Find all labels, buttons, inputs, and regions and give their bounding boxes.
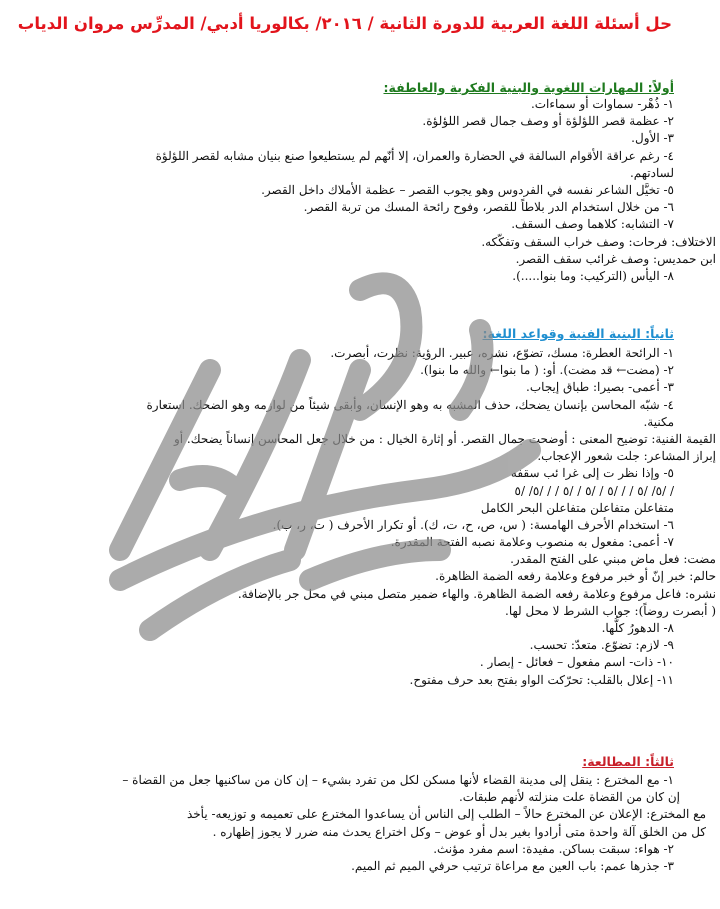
answer-line: الاختلاف: فرحات: وصف خراب السقف وتفكّكه. [481, 234, 716, 249]
answer-line: لسادتهم. [629, 165, 674, 180]
page-title: حل أسئلة اللغة العربية للدورة الثانية / ٢٠١٦/ بكالوريا أدبي/ المدرِّس مروان الدياب [17, 14, 672, 33]
answer-line: نشره: فاعل مرفوع وعلامة رفعه الضمة الظاهرة. والهاء ضمير متصل مبني في محل جر بالإضافة. [237, 586, 716, 601]
answer-line: إبراز المشاعر: جلت شعور الإعجاب. [537, 449, 716, 464]
answer-line: ( أبصرت روضاً): جواب الشرط لا محل لها. [505, 603, 716, 618]
answer-line: ٨- الدهورُ كلُّها. [601, 621, 674, 635]
answer-line: مع المخترع: الإعلان عن المخترع حالاً – الطلب إلى الناس أن يساعدوا المخترع على تعميمه و توزيعه- يأخذ [186, 807, 706, 822]
answer-line: ابن حمديس: وصف غرائب سقف القصر. [515, 251, 716, 266]
section-first-answers [14, 96, 716, 285]
answer-line: ٧- التشابه: كلاهما وصف السقف. [511, 217, 674, 232]
answer-line: ٤- شبّه المحاسن بإنسان يضحك، حذف المشبه به وهو الإنسان، وأبقى شيئاً من لوازمه وهو الضحك. استعارة [146, 397, 674, 412]
answer-line: ٧- أعمى: مفعول به منصوب وعلامة نصبه الفتحة المقدرة. [390, 535, 674, 550]
answer-line: حالم: خبر إنّ أو خبر مرفوع وعلامة رفعه الضمة الظاهرة. [435, 569, 716, 584]
answer-line: ٥- تخيَّل الشاعر نفسه في الفردوس وهو يجوب القصر – عظمة الأملاك داخل القصر. [261, 182, 674, 197]
section-heading-third: ثالثاً: المطالعة: [582, 754, 674, 769]
answer-line: ٣- الأول. [631, 131, 674, 146]
answer-line: القيمة الفنية: توضيح المعنى : أوضحت جمال القصر. أو إثارة الخيال : من خلال جعل المحاسن إنساناً يضحك. أو [173, 431, 716, 446]
answer-line: ٦- من خلال استخدام الدر بلاطاً للقصر، وفوح رائحة المسك من تربة القصر. [303, 200, 674, 215]
section-third-answers [14, 772, 706, 875]
answer-line: مكنية. [643, 414, 674, 429]
answer-line: ١١- إعلال بالقلب: تحرّكت الواو بفتح بعد حرف مفتوح. [409, 672, 674, 687]
section-second-answers [14, 345, 716, 689]
answer-line: ٤- رغم عراقة الأقوام السالفة في الحضارة والعمران، إلا أنّهم لم يستطيعوا صنع بنيان مشابه لقصر اللؤلؤة [155, 148, 674, 163]
answer-line: ٣- جذرها عمم: باب العين مع مراعاة ترتيب حرفي الميم ثم الميم. [351, 858, 674, 873]
answer-line: ١- مع المخترع : ينقل إلى مدينة القضاء لأنها مسكن لكل من تفرد بشيء – إن كان من ساكنيها جعل من القضاة – [122, 773, 674, 787]
prosody-meter: متفاعلن متفاعلن متفاعلن البحر الكامل [480, 500, 674, 515]
answer-line: ١- ذُهْر- سماوات أو سماءات. [530, 97, 674, 111]
answer-line: كل من الخلق آلة واحدة متى أرادوا بغير بدل أو عوض – وكل اختراع يحدث منه ضرر لا يجوز إظهاره . [212, 824, 706, 839]
answer-line: ٢- عظمة قصر اللؤلؤة أو وصف جمال قصر اللؤلؤة. [422, 114, 674, 129]
answer-line: ٦- استخدام الأحرف الهامسة: ( س، ص، ح، ت، ك). أو تكرار الأحرف ( ت، ر، ب). [272, 517, 674, 532]
answer-line: إن كان من القضاة علت منزلته لأنهم طبقات. [458, 790, 680, 805]
section-heading-second: ثانياً: البنية الفنية وقواعد اللغة: [482, 326, 674, 341]
answer-line: ٣- أعمى- بصيرا: طباق إيجاب. [526, 380, 674, 395]
answer-line: ١٠- ذات- اسم مفعول – فعائل - إبصار . [479, 655, 674, 670]
section-heading-first: أولاً: المهارات اللغوية والبنية الفكرية والعاطفة: [383, 80, 674, 95]
poetry-verse: ٥- وإذا نظر ت إلى غرا ئب سقفه [510, 466, 674, 481]
answer-line: ١- الرائحة العطرة: مسك، تضوّع، نشره، عبير. الرؤية: نظرت، أبصرت. [330, 346, 674, 360]
answer-line: ٢- هواء: سبقت بساكن. مفيدة: اسم مفرد مؤنث. [433, 841, 674, 856]
answer-line: ٩- لازم: تضوّع. متعدّ: تحسب. [529, 638, 674, 653]
answer-line: ٢- (مضت← قد مضت). أو: ( ما بنوا← والله ما بنوا). [420, 363, 674, 378]
answer-line: ٨- اليأس (التركيب: وما بنوا.....). [512, 268, 674, 283]
answer-line: مضت: فعل ماض مبني على الفتح المقدر. [510, 552, 716, 567]
prosody-marks: / /٥/ /٥ / / /٥ / /٥ / /٥ / / /٥/ /٥ [514, 483, 674, 498]
